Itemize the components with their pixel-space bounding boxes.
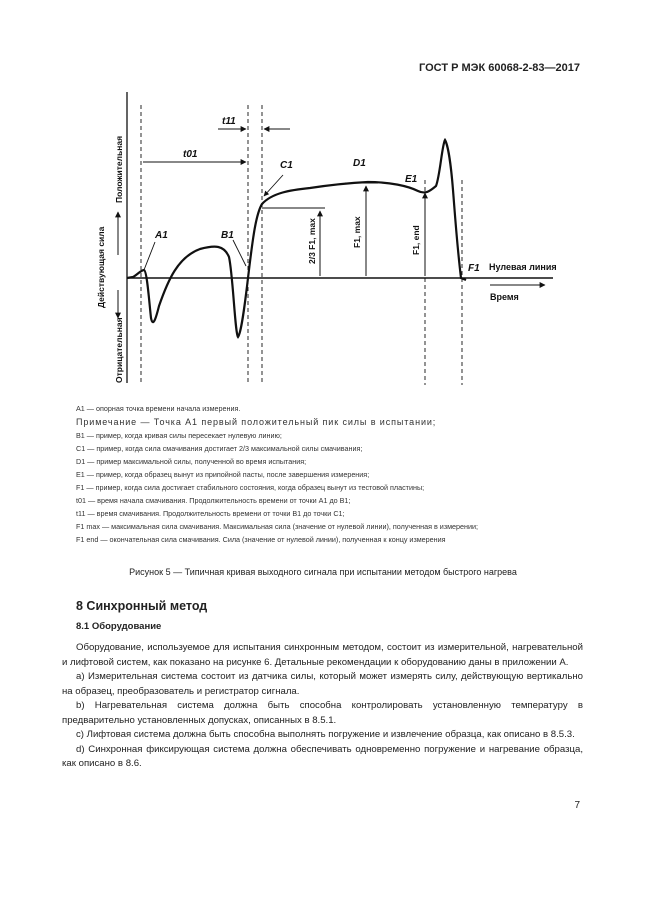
standard-header: ГОСТ Р МЭК 60068-2-83—2017: [419, 62, 580, 74]
legend-item: E1 — пример, когда образец вынут из припойной пасты, после завершения измерения;: [76, 470, 370, 479]
force-time-figure: [0, 0, 646, 400]
paragraph: а) Измерительная система состоит из датчика силы, который может измерять силу, действующую вертикально на образец, преобразователь и регистратор сигнала.: [62, 671, 583, 697]
label-positive: Положительная: [114, 135, 124, 203]
label-d1: D1: [353, 158, 366, 169]
legend-note: Примечание — Точка A1 первый положительный пик силы в испытании;: [76, 417, 437, 427]
label-c1: C1: [280, 160, 293, 171]
figure-legend: [76, 402, 576, 546]
leader-b1: [233, 240, 246, 266]
label-fmax: F1, max: [352, 216, 362, 248]
legend-item: F1 end — окончательная сила смачивания. Сила (значение от нулевой линии), полученная к концу измерения: [76, 535, 446, 544]
legend-item: t01 — время начала смачивания. Продолжительность времени от точки A1 до B1;: [76, 496, 351, 505]
figure-caption: Рисунок 5 — Типичная кривая выходного сигнала при испытании методом быстрого нагрева: [129, 567, 517, 577]
label-zero-line: Нулевая линия: [489, 262, 557, 272]
paragraph: c) Лифтовая система должна быть способна выполнять погружение и извлечение образца, как описано в 8.5.3.: [76, 729, 575, 740]
label-f1: F1: [468, 263, 480, 274]
paragraph: Оборудование, используемое для испытания синхронным методом, состоит из измерительной, нагревательной и лифтовой систем, как показано на рисунке 6. Детальные рекомендации к оборудованию даны в приложении А.: [62, 642, 583, 668]
label-t11: t11: [222, 116, 236, 127]
leader-a1: [144, 242, 155, 270]
body-text: [62, 641, 583, 772]
label-yaxis: Действующая сила: [96, 226, 106, 308]
label-e1: E1: [405, 174, 418, 185]
label-f23: 2/3 F1, max: [307, 218, 317, 264]
label-b1: B1: [221, 230, 234, 241]
label-t01: t01: [183, 149, 198, 160]
subsection-title: 8.1 Оборудование: [76, 621, 162, 632]
label-a1: A1: [155, 230, 168, 241]
legend-item: D1 — пример максимальной силы, полученной во время испытания;: [76, 457, 307, 466]
legend-item: C1 — пример, когда сила смачивания достигает 2/3 максимальной силы смачивания;: [76, 444, 363, 453]
legend-item: F1 — пример, когда сила достигает стабильного состояния, когда образец вынут из тестовой пластины;: [76, 483, 425, 492]
label-negative: Отрицательная: [114, 317, 124, 383]
page-number: 7: [574, 800, 580, 811]
legend-item: A1 — опорная точка времени начала измерения.: [76, 404, 241, 413]
section-title: 8 Синхронный метод: [76, 599, 208, 613]
paragraph: d) Синхронная фиксирующая система должна обеспечивать одновременно погружение и нагревание образца, как описано в 8.6.: [62, 743, 583, 769]
label-time: Время: [490, 292, 519, 302]
paragraph: b) Нагревательная система должна быть способна контролировать установленную температуру в предварительно установленных допусках, описанных в 8.5.1.: [62, 700, 583, 726]
legend-item: F1 max — максимальная сила смачивания. Максимальная сила (значение от нулевой линии), полученная в измерении;: [76, 522, 479, 531]
legend-item: B1 — пример, когда кривая силы пересекает нулевую линию;: [76, 431, 282, 440]
legend-item: t11 — время смачивания. Продолжительность времени от точки B1 до точки C1;: [76, 509, 345, 518]
label-fend: F1, end: [411, 225, 421, 255]
